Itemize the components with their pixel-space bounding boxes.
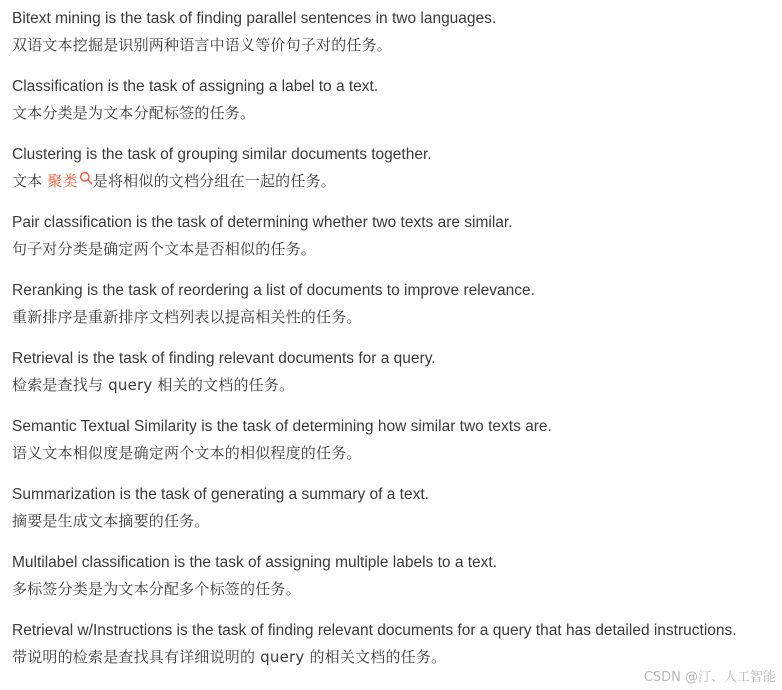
keyword-link-label[interactable]: 聚类 <box>47 172 78 190</box>
zh-text-after-link: 是将相似的文档分组在一起的任务。 <box>92 172 336 190</box>
task-description-en: Summarization is the task of generating a summary of a text. <box>12 486 429 503</box>
task-description-en: Classification is the task of assigning a label to a text. <box>12 78 379 95</box>
keyword-search-link[interactable] <box>47 172 92 190</box>
csdn-watermark: CSDN @汀、人工智能 <box>643 670 776 685</box>
task-description-zh: 句子对分类是确定两个文本是否相似的任务。 <box>12 240 317 258</box>
task-description-zh: 语义文本相似度是确定两个文本的相似程度的任务。 <box>12 444 362 462</box>
task-description-en: Retrieval w/Instructions is the task of finding relevant documents for a query that has detailed instructions. <box>12 622 737 639</box>
task-description-zh: 检索是查找与 query 相关的文档的任务。 <box>12 376 295 394</box>
zh-text-before-link: 文本 <box>12 172 43 190</box>
task-description-en: Semantic Textual Similarity is the task of determining how similar two texts are. <box>12 418 552 435</box>
task-entry-reranking <box>12 279 777 347</box>
search-icon[interactable] <box>79 171 93 185</box>
task-entry-summarization <box>12 483 777 551</box>
task-entry-multilabel-classification <box>12 551 777 619</box>
task-description-zh: 摘要是生成文本摘要的任务。 <box>12 512 210 530</box>
task-description-en: Bitext mining is the task of finding parallel sentences in two languages. <box>12 10 497 27</box>
task-description-en: Reranking is the task of reordering a list of documents to improve relevance. <box>12 282 535 299</box>
task-description-zh: 带说明的检索是查找具有详细说明的 query 的相关文档的任务。 <box>12 648 447 666</box>
task-description-zh: 多标签分类是为文本分配多个标签的任务。 <box>12 580 301 598</box>
task-description-en: Multilabel classification is the task of assigning multiple labels to a text. <box>12 554 498 571</box>
task-description-zh: 双语文本挖掘是识别两种语言中语义等价句子对的任务。 <box>12 36 393 54</box>
task-description-zh <box>12 169 777 193</box>
task-description-en: Clustering is the task of grouping similar documents together. <box>12 146 432 163</box>
task-entry-clustering <box>12 143 777 211</box>
document-body <box>12 7 777 687</box>
task-entry-retrieval <box>12 347 777 415</box>
task-entry-sts <box>12 415 777 483</box>
task-description-en: Pair classification is the task of determining whether two texts are similar. <box>12 214 513 231</box>
task-description-en: Retrieval is the task of finding relevant documents for a query. <box>12 350 436 367</box>
task-description-zh: 文本分类是为文本分配标签的任务。 <box>12 104 256 122</box>
task-entry-bitext-mining <box>12 7 777 75</box>
task-description-zh: 重新排序是重新排序文档列表以提高相关性的任务。 <box>12 308 362 326</box>
task-entry-pair-classification <box>12 211 777 279</box>
task-entry-classification <box>12 75 777 143</box>
